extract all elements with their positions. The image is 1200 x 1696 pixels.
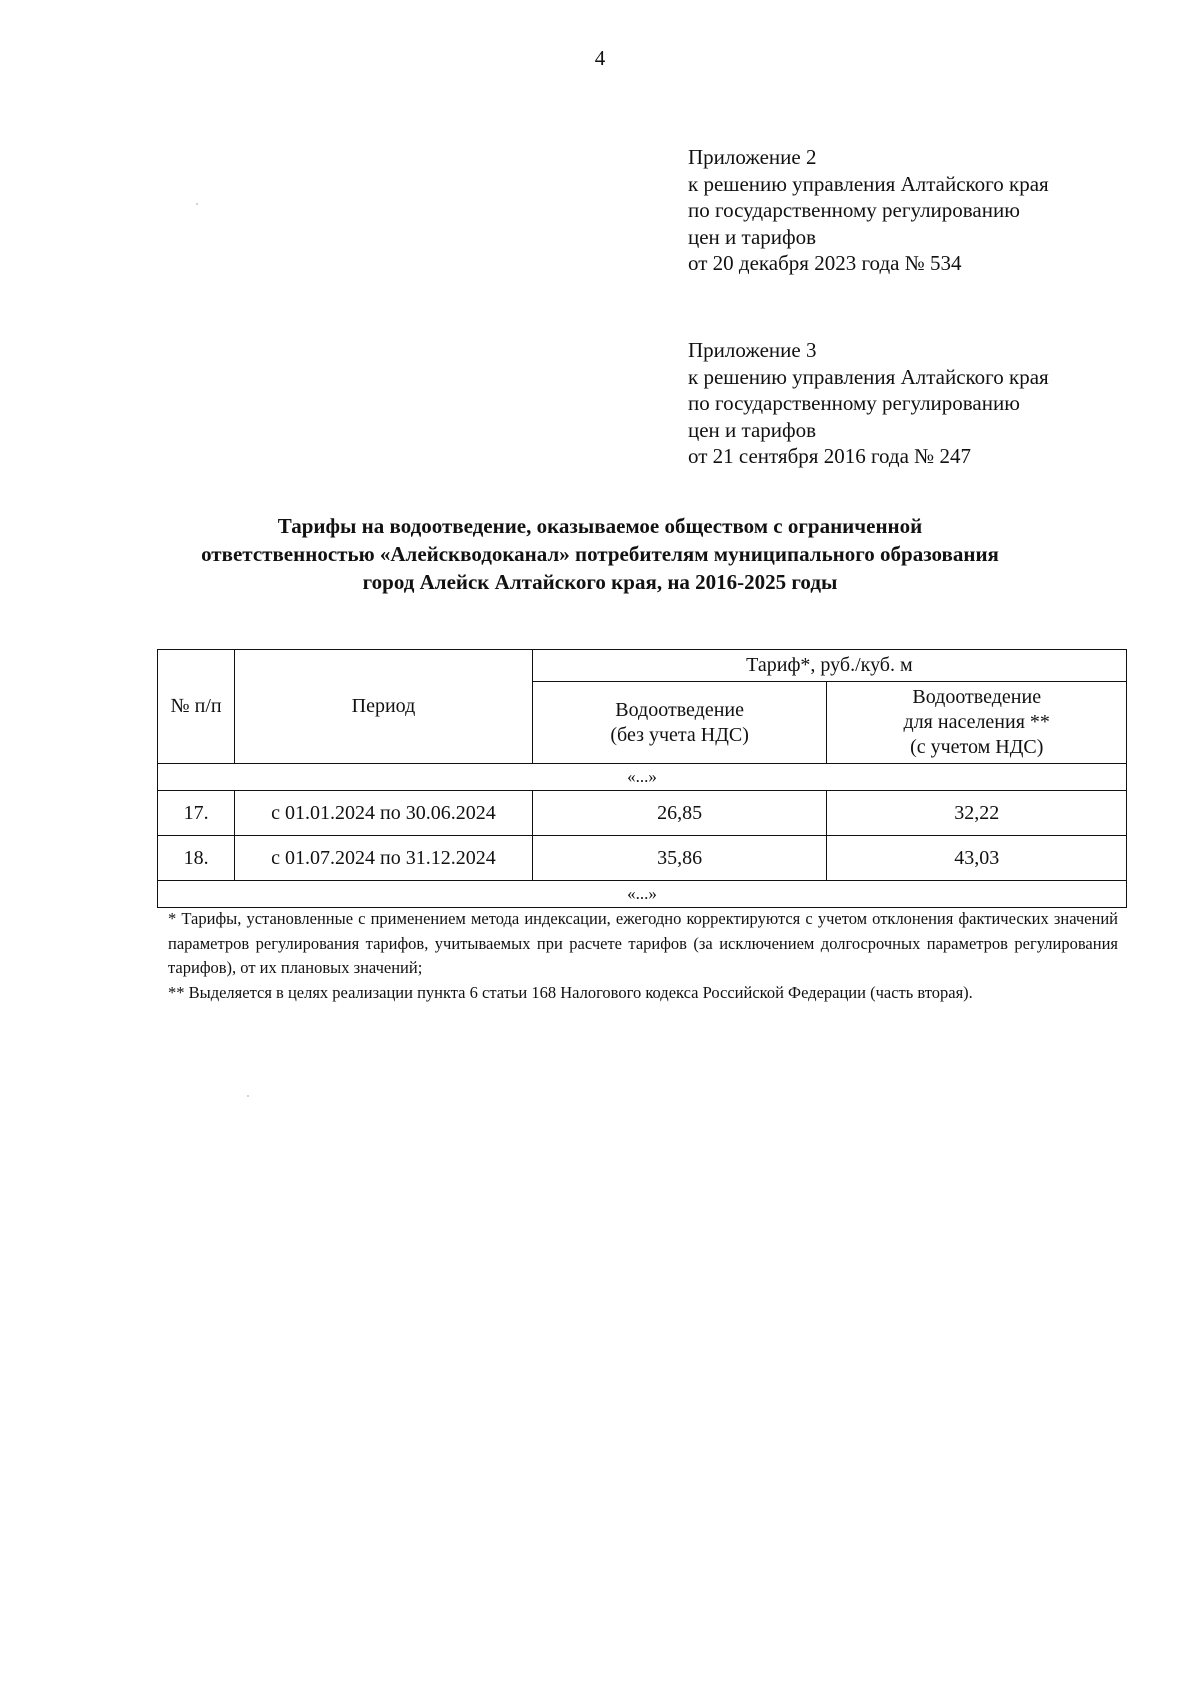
ellipsis-cell: «...» bbox=[158, 881, 1127, 908]
appendix-3-line: от 21 сентября 2016 года № 247 bbox=[688, 444, 971, 468]
row-period: с 01.07.2024 по 31.12.2024 bbox=[235, 836, 533, 881]
row-period: с 01.01.2024 по 30.06.2024 bbox=[235, 791, 533, 836]
footnote-1: * Тарифы, установленные с применением метода индексации, ежегодно корректируются с учетом отклонения фактических значений параметров регулирования тарифов, учитываемых при расчете тарифов (за исключением долгосрочных параметров регулирования тарифов), от их плановых значений; bbox=[168, 909, 1118, 977]
header-without-vat bbox=[532, 682, 827, 764]
appendix-3-line: Приложение 3 bbox=[688, 338, 817, 362]
row-with-vat: 32,22 bbox=[827, 791, 1127, 836]
appendix-2-header bbox=[688, 144, 1158, 277]
title-line: ответственностью «Алейскводоканал» потребителям муниципального образования bbox=[201, 542, 999, 566]
row-without-vat: 35,86 bbox=[532, 836, 827, 881]
footnote-2: ** Выделяется в целях реализации пункта 6 статьи 168 Налогового кодекса Российской Федерации (часть вторая). bbox=[168, 982, 973, 1002]
table-row bbox=[158, 836, 1127, 881]
appendix-2-line: Приложение 2 bbox=[688, 145, 817, 169]
appendix-2-line: от 20 декабря 2023 года № 534 bbox=[688, 251, 962, 275]
table-row bbox=[158, 791, 1127, 836]
title-line: Тарифы на водоотведение, оказываемое обществом с ограниченной bbox=[277, 514, 923, 538]
header-tariff: Тариф*, руб./куб. м bbox=[532, 650, 1126, 682]
ellipsis-row bbox=[158, 764, 1127, 791]
header-without-vat-line: Водоотведение bbox=[615, 698, 744, 721]
scan-speck bbox=[196, 203, 198, 205]
scan-speck bbox=[247, 1095, 249, 1097]
appendix-2-line: по государственному регулированию bbox=[688, 198, 1020, 222]
ellipsis-cell: «...» bbox=[158, 764, 1127, 791]
appendix-3-line: к решению управления Алтайского края bbox=[688, 364, 1049, 389]
appendix-3-line: по государственному регулированию bbox=[688, 391, 1020, 415]
tariff-table bbox=[157, 649, 1127, 908]
page-number: 4 bbox=[594, 46, 606, 70]
header-without-vat-line: (без учета НДС) bbox=[610, 723, 749, 746]
appendix-2-line: к решению управления Алтайского края bbox=[688, 171, 1049, 196]
document-title bbox=[100, 512, 1100, 596]
header-num: № п/п bbox=[158, 650, 235, 764]
title-line: город Алейск Алтайского края, на 2016-2025 годы bbox=[362, 570, 838, 594]
row-num: 17. bbox=[158, 791, 235, 836]
header-with-vat-line: Водоотведение bbox=[912, 686, 1042, 708]
ellipsis-row bbox=[158, 881, 1127, 908]
footnotes bbox=[168, 907, 1118, 1005]
appendix-3-line: цен и тарифов bbox=[688, 417, 817, 442]
header-with-vat bbox=[827, 682, 1127, 764]
appendix-3-header bbox=[688, 337, 1158, 470]
header-period: Период bbox=[235, 650, 533, 764]
header-with-vat-line: для населения ** bbox=[903, 711, 1050, 733]
row-without-vat: 26,85 bbox=[532, 791, 827, 836]
row-with-vat: 43,03 bbox=[827, 836, 1127, 881]
appendix-2-line: цен и тарифов bbox=[688, 224, 817, 249]
header-with-vat-line: (с учетом НДС) bbox=[910, 736, 1044, 758]
row-num: 18. bbox=[158, 836, 235, 881]
